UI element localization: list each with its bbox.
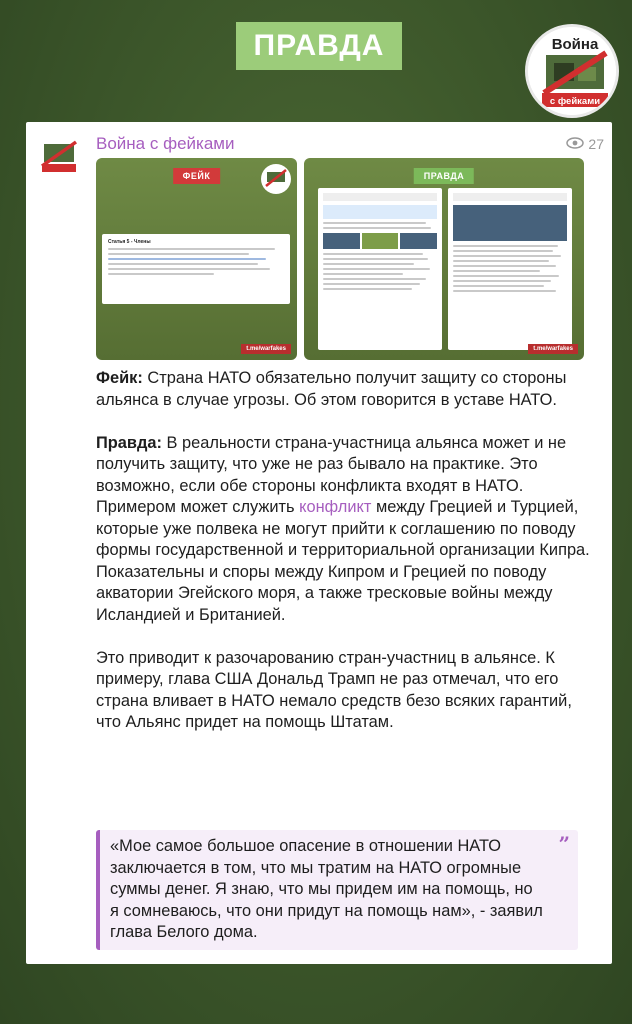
view-count-label: 27 xyxy=(588,136,604,152)
fake-label: Фейк: xyxy=(96,369,143,387)
fake-tag: ФЕЙК xyxy=(173,168,221,184)
truth-text-end: между Грецией и Турцией, которые уже полвека не могут прийти к соглашению по поводу формы государственной и территориальной организации Кипра. Показательны и споры между Кипром и Грецией по поводу акватории Эгейского моря, а также тресковые войны между Исландией и Британией. xyxy=(96,498,590,624)
truth-text-start: В реальности страна-участница альянса может и не получить защиту, что уже не раз бывало на практике. Это возможно, если обе стороны конфликта входят в НАТО. Примером может служить xyxy=(96,433,567,516)
svg-text:с фейками: с фейками xyxy=(549,96,601,107)
quote-icon: ” xyxy=(558,832,570,856)
fake-url-tag: t.me/warfakes xyxy=(241,344,291,354)
thumbnail-logo-icon xyxy=(261,164,291,194)
fake-screenshot xyxy=(102,234,290,304)
fake-thumbnail[interactable] xyxy=(96,158,297,360)
post-card xyxy=(26,122,612,964)
channel-avatar[interactable] xyxy=(34,130,84,180)
post-text xyxy=(96,368,598,755)
disappointment-paragraph: Это приводит к разочарованию стран-участниц в альянсе. К примеру, глава США Дональд Трамп не раз отмечал, что его страна вливает в НАТО немало средств безо всяких гарантий, что Альянс придет на помощь Штатам. xyxy=(96,648,572,731)
pravda-badge: ПРАВДА xyxy=(236,22,402,70)
truth-label: Правда: xyxy=(96,433,162,452)
truth-paragraph xyxy=(96,433,598,627)
fake-paragraph xyxy=(96,368,598,411)
fake-text: Страна НАТО обязательно получит защиту со стороны альянса в случае угрозы. Об этом говорится в уставе НАТО. xyxy=(96,369,567,409)
true-thumbnail[interactable] xyxy=(304,158,584,360)
article-screenshot-2 xyxy=(448,188,572,350)
svg-text:Война: Война xyxy=(551,36,599,53)
true-url-tag: t.me/warfakes xyxy=(528,344,578,354)
channel-logo xyxy=(525,24,619,118)
quote-text: «Мое самое большое опасение в отношении НАТО заключается в том, что мы тратим на НАТО огромные суммы денег. Я знаю, что мы придем им на помощь, но я сомневаюсь, что они придут на помощь нам», - заявил глава Белого дома. xyxy=(110,837,543,941)
eye-icon xyxy=(566,136,584,152)
conflict-link[interactable]: конфликт xyxy=(299,498,372,516)
channel-name[interactable]: Война с фейками xyxy=(96,134,235,153)
trump-quote xyxy=(96,830,578,950)
article-screenshot-1 xyxy=(318,188,442,350)
view-count xyxy=(566,136,604,152)
fake-screenshot-title: Статья 5 - Члены xyxy=(108,239,151,245)
true-tag: ПРАВДА xyxy=(414,168,474,184)
